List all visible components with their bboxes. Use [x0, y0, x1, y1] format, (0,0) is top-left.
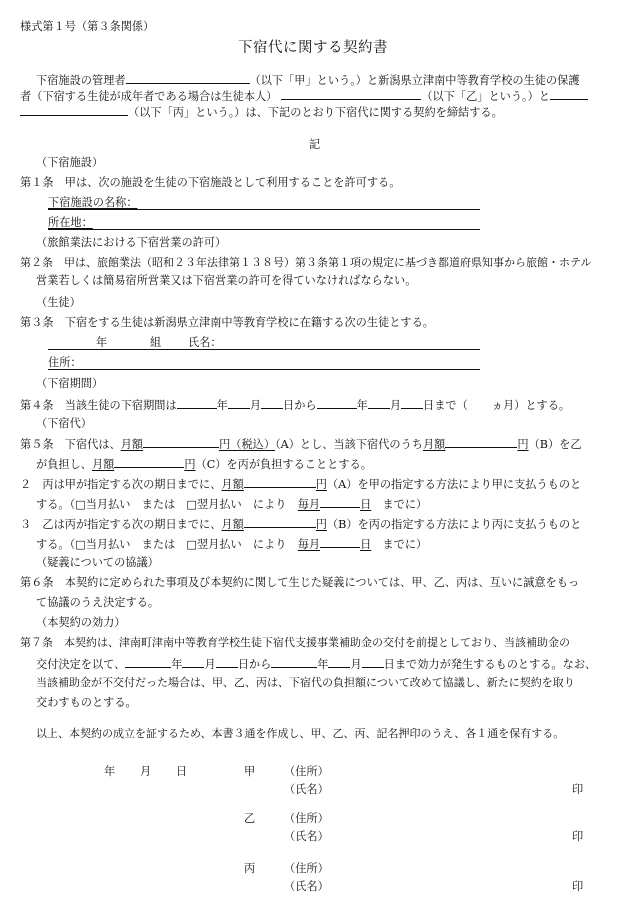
- closing-statement: 以上、本契約の成立を証するため、本書３通を作成し、甲、乙、丙、記名押印のうえ、各１通を保有する。: [36, 727, 565, 740]
- text: する。（□当月払い または □翌月払い により: [36, 498, 287, 511]
- article-7-line-3: 当該補助金が不交付だった場合は、甲、乙、丙は、下宿代の負担額について改めて協議し、新たに契約を取り: [36, 676, 575, 689]
- effect-day-field[interactable]: [216, 656, 238, 668]
- text: 円: [517, 438, 529, 451]
- text: 日: [360, 538, 372, 551]
- party-kou-seal: 印: [572, 783, 584, 796]
- facility-name-label: 下宿施設の名称：: [48, 196, 138, 209]
- text: （B）を丙の指定する方法により丙に支払うものと: [326, 518, 582, 531]
- party-kou-label: 甲: [244, 765, 256, 778]
- student-name-field[interactable]: [48, 349, 480, 350]
- article-2-line-1: 第２条 甲は、旅館業法（昭和２３年法律第１３８号）第３条第１項の規定に基づき都道府県知事から旅館・ホテル: [20, 256, 592, 269]
- heading-period: （下宿期間）: [36, 377, 104, 390]
- intro-text: （以下「丙」という。）は、下記のとおり下宿代に関する契約を締結する。: [128, 106, 503, 119]
- article-2-line-2: 営業若しくは簡易宿所営業又は下宿営業の許可を得ていなければならない。: [36, 274, 417, 287]
- effect-year-field[interactable]: [125, 656, 171, 668]
- text: （A）を甲の指定する方法により甲に支払うものと: [326, 478, 582, 491]
- effect-end-day-field[interactable]: [362, 656, 384, 668]
- end-year-field[interactable]: [317, 397, 357, 409]
- text: 月額: [221, 478, 244, 491]
- facility-address-label: 所在地：: [48, 216, 93, 229]
- fee-total-field[interactable]: [143, 436, 219, 448]
- text: 年: [171, 658, 183, 671]
- fee-c-payment-field[interactable]: [244, 476, 316, 488]
- intro-text: 者（下宿する生徒が成年者である場合は生徒本人）: [20, 90, 278, 103]
- intro-text: 下宿施設の管理者: [36, 74, 126, 87]
- article-5-para-2-line-2: [36, 496, 427, 512]
- text: 円: [315, 478, 327, 491]
- text: 第５条 下宿代は、: [20, 438, 121, 451]
- intro-text: （以下「甲」という。）と新潟県立津南中等教育学校の生徒の保護: [249, 74, 580, 87]
- text: 日から: [237, 658, 272, 671]
- heading-dispute: （疑義についての協議）: [36, 556, 159, 569]
- landlord-name-field[interactable]: [126, 72, 250, 84]
- third-party-name-field-b[interactable]: [20, 104, 128, 116]
- article-6-line-2: て協議のうえ決定する。: [36, 596, 160, 609]
- article-5-line-1: [20, 436, 582, 452]
- article-6-line-1: 第６条 本契約に定められた事項及び本契約に関して生じた疑義については、甲、乙、丙は、互いに誠意をもっ: [20, 576, 580, 589]
- text: 月: [389, 399, 402, 412]
- article-5-line-2: [36, 456, 372, 472]
- text: 月額: [120, 438, 144, 451]
- heading-student: （生徒）: [36, 296, 81, 309]
- text: が負担し、: [36, 458, 92, 471]
- student-year-label: 年: [96, 336, 108, 349]
- effect-end-year-field[interactable]: [271, 656, 317, 668]
- start-year-field[interactable]: [177, 397, 217, 409]
- party-hei-name-label[interactable]: （氏名）: [284, 880, 329, 893]
- text: 年: [216, 399, 228, 412]
- heading-effect: （本契約の効力）: [36, 616, 126, 629]
- text: ２ 丙は甲が指定する次の期日までに、: [20, 478, 222, 491]
- text: 第４条 当該生徒の下宿期間は: [20, 399, 177, 412]
- end-day-field[interactable]: [401, 397, 423, 409]
- text: （C）を丙が負担することとする。: [195, 458, 372, 471]
- article-5-para-2-line-1: [20, 476, 581, 492]
- text: 日: [360, 498, 372, 511]
- student-class-label: 組: [150, 336, 162, 349]
- student-address-field[interactable]: [48, 369, 480, 370]
- document-title: 下宿代に関する契約書: [238, 40, 388, 56]
- text: 年: [317, 658, 329, 671]
- guardian-name-field[interactable]: [281, 88, 421, 100]
- text: 毎月: [297, 538, 321, 551]
- heading-ryokan: （旅館業法における下宿営業の許可）: [36, 236, 227, 249]
- fee-c-field[interactable]: [114, 456, 184, 468]
- text: 月: [249, 399, 262, 412]
- article-7-line-1: 第７条 本契約は、津南町津南中等教育学校生徒下宿代支援事業補助金の交付を前提としており、当該補助金の: [20, 636, 570, 649]
- party-otsu-seal: 印: [572, 830, 584, 843]
- text: 月額: [221, 518, 244, 531]
- text: 円: [315, 518, 327, 531]
- text: 日から: [283, 399, 317, 412]
- intro-text: （以下「乙」という。）と: [421, 90, 550, 103]
- article-5-para-3-line-2: [36, 536, 427, 552]
- party-otsu-address-label[interactable]: （住所）: [284, 812, 329, 825]
- fee-b-field[interactable]: [445, 436, 517, 448]
- text: 日まで（: [423, 399, 468, 412]
- article-7-line-2: [36, 656, 596, 672]
- sign-day-label: 日: [176, 765, 188, 778]
- effect-end-month-field[interactable]: [328, 656, 350, 668]
- intro-line-2: [20, 88, 588, 104]
- text: 月: [204, 658, 216, 671]
- start-month-field[interactable]: [228, 397, 250, 409]
- text: までに）: [382, 498, 428, 511]
- party-hei-seal: 印: [572, 880, 584, 893]
- party-kou-address-label[interactable]: （住所）: [284, 765, 329, 778]
- end-month-field[interactable]: [368, 397, 390, 409]
- text: 円: [184, 458, 196, 471]
- text: 毎月: [297, 498, 321, 511]
- intro-line-1: [36, 72, 580, 88]
- text: （A）とし、当該下宿代のうち: [275, 438, 423, 451]
- facility-address-field[interactable]: [48, 229, 480, 230]
- sign-month-label: 月: [140, 765, 152, 778]
- article-7-line-4: 交わすものとする。: [36, 696, 137, 709]
- article-5-para-3-line-1: [20, 516, 581, 532]
- text: （B）を乙: [528, 438, 582, 451]
- form-number: 様式第１号（第３条関係）: [20, 20, 155, 33]
- student-name-label: 氏名：: [188, 336, 222, 349]
- party-kou-name-label[interactable]: （氏名）: [284, 783, 329, 796]
- facility-name-field[interactable]: [48, 209, 480, 210]
- fee-b-payment-field[interactable]: [244, 516, 316, 528]
- text: する。（□当月払い または □翌月払い により: [36, 538, 287, 551]
- article-4: [20, 397, 570, 413]
- ki-heading: 記: [309, 138, 321, 151]
- text: までに）: [382, 538, 428, 551]
- text: 月額: [91, 458, 115, 471]
- party-otsu-name-label[interactable]: （氏名）: [284, 830, 329, 843]
- party-hei-label: 丙: [244, 862, 256, 875]
- due-day-field-1[interactable]: [320, 496, 360, 508]
- student-address-label: 住所：: [48, 356, 82, 369]
- heading-facility: （下宿施設）: [36, 156, 104, 169]
- text: 月額: [422, 438, 446, 451]
- intro-line-3: [20, 104, 503, 120]
- text: 日まで効力が発生するものとする。なお、: [383, 658, 597, 671]
- text: ヵ月）とする。: [491, 399, 571, 412]
- third-party-name-field-a[interactable]: [550, 88, 588, 100]
- text: ３ 乙は丙が指定する次の期日までに、: [20, 518, 222, 531]
- text: 月: [350, 658, 362, 671]
- sign-year-label: 年: [104, 765, 116, 778]
- party-otsu-label: 乙: [244, 812, 256, 825]
- article-1: 第１条 甲は、次の施設を生徒の下宿施設として利用することを許可する。: [20, 176, 401, 189]
- heading-fee: （下宿代）: [36, 417, 92, 430]
- party-hei-address-label[interactable]: （住所）: [284, 862, 329, 875]
- text: 円（税込）: [219, 438, 276, 451]
- effect-month-field[interactable]: [182, 656, 204, 668]
- start-day-field[interactable]: [261, 397, 283, 409]
- text: 年: [356, 399, 368, 412]
- due-day-field-2[interactable]: [320, 536, 360, 548]
- article-3: 第３条 下宿をする生徒は新潟県立津南中等教育学校に在籍する次の生徒とする。: [20, 316, 434, 329]
- text: 交付決定を以て、: [36, 658, 126, 671]
